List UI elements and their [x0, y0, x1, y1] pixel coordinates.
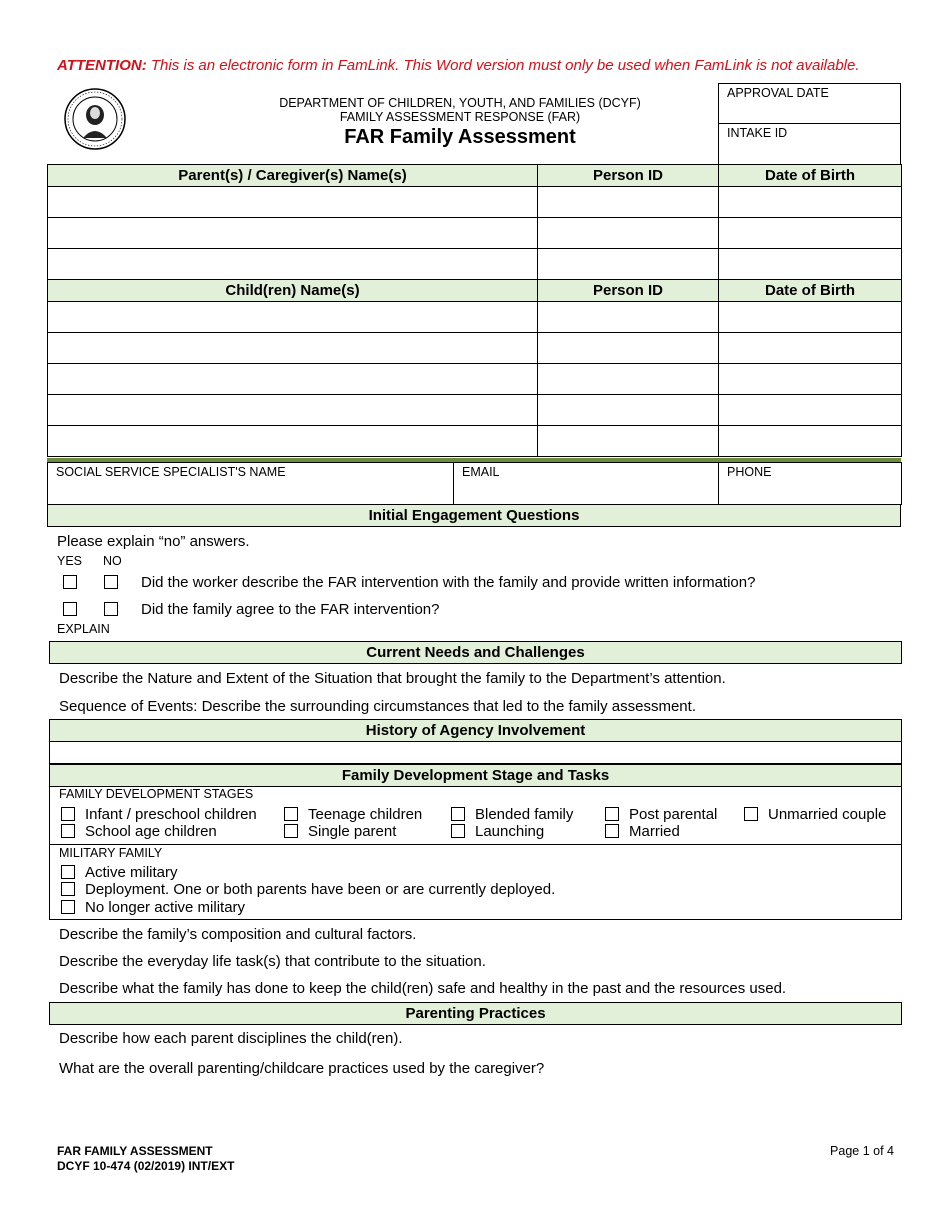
- table-row: [48, 302, 902, 333]
- life-tasks-prompt: Describe the everyday life task(s) that contribute to the situation.: [59, 953, 486, 970]
- approval-intake-divider: [718, 123, 901, 124]
- child-name-cell[interactable]: [48, 395, 538, 426]
- military-label: MILITARY FAMILY: [59, 846, 163, 860]
- child-name-cell[interactable]: [48, 302, 538, 333]
- parent-person-id-cell[interactable]: [538, 187, 719, 218]
- child-dob-cell[interactable]: [719, 364, 902, 395]
- active-military-checkbox[interactable]: [61, 865, 75, 879]
- teenage-label: Teenage children: [308, 806, 423, 823]
- child-dob-cell[interactable]: [719, 395, 902, 426]
- current-needs-line-1: Describe the Nature and Extent of the Situation that brought the family to the Department’s attention.: [59, 670, 726, 687]
- initial-engagement-heading: Initial Engagement Questions: [47, 504, 901, 527]
- child-name-cell[interactable]: [48, 364, 538, 395]
- no-longer-military-checkbox[interactable]: [61, 900, 75, 914]
- footer-form-number: DCYF 10-474 (02/2019) INT/EXT: [57, 1159, 235, 1173]
- q2-no-checkbox[interactable]: [104, 602, 118, 616]
- child-name-cell[interactable]: [48, 333, 538, 364]
- children-name-header: Child(ren) Name(s): [48, 280, 538, 302]
- q1-no-checkbox[interactable]: [104, 575, 118, 589]
- blended-checkbox[interactable]: [451, 807, 465, 821]
- single-parent-checkbox[interactable]: [284, 824, 298, 838]
- parent-dob-cell[interactable]: [719, 218, 902, 249]
- parent-name-cell[interactable]: [48, 218, 538, 249]
- parent-name-cell[interactable]: [48, 187, 538, 218]
- question-2-text: Did the family agree to the FAR intervention?: [141, 601, 440, 618]
- specialist-name-field[interactable]: [48, 463, 454, 505]
- child-person-id-cell[interactable]: [538, 364, 719, 395]
- school-age-checkbox[interactable]: [61, 824, 75, 838]
- table-row: [48, 249, 902, 280]
- launching-label: Launching: [475, 823, 545, 840]
- intake-id-label: INTAKE ID: [727, 126, 788, 140]
- parent-dob-cell[interactable]: [719, 187, 902, 218]
- specialist-table: [47, 462, 902, 505]
- child-dob-cell[interactable]: [719, 302, 902, 333]
- stages-label: FAMILY DEVELOPMENT STAGES: [59, 787, 254, 801]
- explain-label: EXPLAIN: [57, 622, 110, 636]
- intake-id-field[interactable]: [720, 140, 898, 162]
- deployment-label: Deployment. One or both parents have been or are currently deployed.: [85, 881, 556, 898]
- table-row: [48, 426, 902, 457]
- child-name-cell[interactable]: [48, 426, 538, 457]
- form-title: FAR Family Assessment: [344, 126, 576, 148]
- table-row: [48, 187, 902, 218]
- specialist-phone-field[interactable]: [719, 463, 902, 505]
- teenage-checkbox[interactable]: [284, 807, 298, 821]
- child-dob-cell[interactable]: [719, 426, 902, 457]
- history-heading: History of Agency Involvement: [49, 719, 902, 742]
- parenting-heading: Parenting Practices: [49, 1002, 902, 1025]
- department-name: DEPARTMENT OF CHILDREN, YOUTH, AND FAMILIES (DCYF): [279, 96, 641, 110]
- current-needs-line-2: Sequence of Events: Describe the surrounding circumstances that led to the family assessment.: [59, 698, 696, 715]
- no-longer-military-label: No longer active military: [85, 899, 246, 916]
- infant-checkbox[interactable]: [61, 807, 75, 821]
- family-composition-prompt: Describe the family’s composition and cultural factors.: [59, 926, 417, 943]
- deployment-checkbox[interactable]: [61, 882, 75, 896]
- q1-yes-checkbox[interactable]: [63, 575, 77, 589]
- table-row: [48, 218, 902, 249]
- parents-dob-header: Date of Birth: [719, 165, 902, 187]
- q2-yes-checkbox[interactable]: [63, 602, 77, 616]
- married-checkbox[interactable]: [605, 824, 619, 838]
- table-row: [48, 333, 902, 364]
- question-1-text: Did the worker describe the FAR intervention with the family and provide written information?: [141, 574, 756, 591]
- parents-table: [47, 164, 902, 457]
- approval-date-field[interactable]: [720, 100, 898, 120]
- yes-column-label: YES: [57, 554, 83, 568]
- child-person-id-cell[interactable]: [538, 426, 719, 457]
- post-parental-checkbox[interactable]: [605, 807, 619, 821]
- attention-text: This is an electronic form in FamLink. This Word version must only be used when FamLink is not available.: [146, 57, 860, 74]
- parent-person-id-cell[interactable]: [538, 249, 719, 280]
- footer-form-name: FAR FAMILY ASSESSMENT: [57, 1144, 213, 1158]
- child-dob-cell[interactable]: [719, 333, 902, 364]
- table-row: [48, 395, 902, 426]
- child-person-id-cell[interactable]: [538, 302, 719, 333]
- parent-dob-cell[interactable]: [719, 249, 902, 280]
- attention-banner: [57, 57, 860, 74]
- state-seal-icon: [64, 88, 126, 150]
- specialist-email-label: EMAIL: [462, 465, 500, 479]
- child-person-id-cell[interactable]: [538, 395, 719, 426]
- parent-name-cell[interactable]: [48, 249, 538, 280]
- parents-person-id-header: Person ID: [538, 165, 719, 187]
- parenting-practices-prompt: What are the overall parenting/childcare practices used by the caregiver?: [59, 1060, 545, 1077]
- active-military-label: Active military: [85, 864, 178, 881]
- history-field[interactable]: [49, 741, 902, 764]
- approval-date-label: APPROVAL DATE: [727, 86, 829, 100]
- single-parent-label: Single parent: [308, 823, 397, 840]
- infant-label: Infant / preschool children: [85, 806, 257, 823]
- post-parental-label: Post parental: [629, 806, 718, 823]
- family-development-heading: Family Development Stage and Tasks: [49, 764, 902, 787]
- blended-label: Blended family: [475, 806, 574, 823]
- parents-name-header: Parent(s) / Caregiver(s) Name(s): [48, 165, 538, 187]
- parent-person-id-cell[interactable]: [538, 218, 719, 249]
- child-person-id-cell[interactable]: [538, 333, 719, 364]
- attention-prefix: ATTENTION:: [57, 57, 147, 74]
- table-row: [48, 364, 902, 395]
- school-age-label: School age children: [85, 823, 217, 840]
- current-needs-heading: Current Needs and Challenges: [49, 641, 902, 664]
- children-dob-header: Date of Birth: [719, 280, 902, 302]
- unmarried-couple-checkbox[interactable]: [744, 807, 758, 821]
- safety-history-prompt: Describe what the family has done to keep the child(ren) safe and healthy in the past and the resources used.: [59, 980, 787, 997]
- no-column-label: NO: [103, 554, 122, 568]
- program-name: FAMILY ASSESSMENT RESPONSE (FAR): [339, 110, 581, 124]
- unmarried-couple-label: Unmarried couple: [768, 806, 887, 823]
- launching-checkbox[interactable]: [451, 824, 465, 838]
- discipline-prompt: Describe how each parent disciplines the child(ren).: [59, 1030, 403, 1047]
- specialist-name-label: SOCIAL SERVICE SPECIALIST'S NAME: [56, 465, 286, 479]
- specialist-phone-label: PHONE: [727, 465, 772, 479]
- instruction-text: Please explain “no” answers.: [57, 533, 250, 550]
- married-label: Married: [629, 823, 680, 840]
- specialist-email-field[interactable]: [454, 463, 719, 505]
- page-number: Page 1 of 4: [830, 1144, 894, 1158]
- children-person-id-header: Person ID: [538, 280, 719, 302]
